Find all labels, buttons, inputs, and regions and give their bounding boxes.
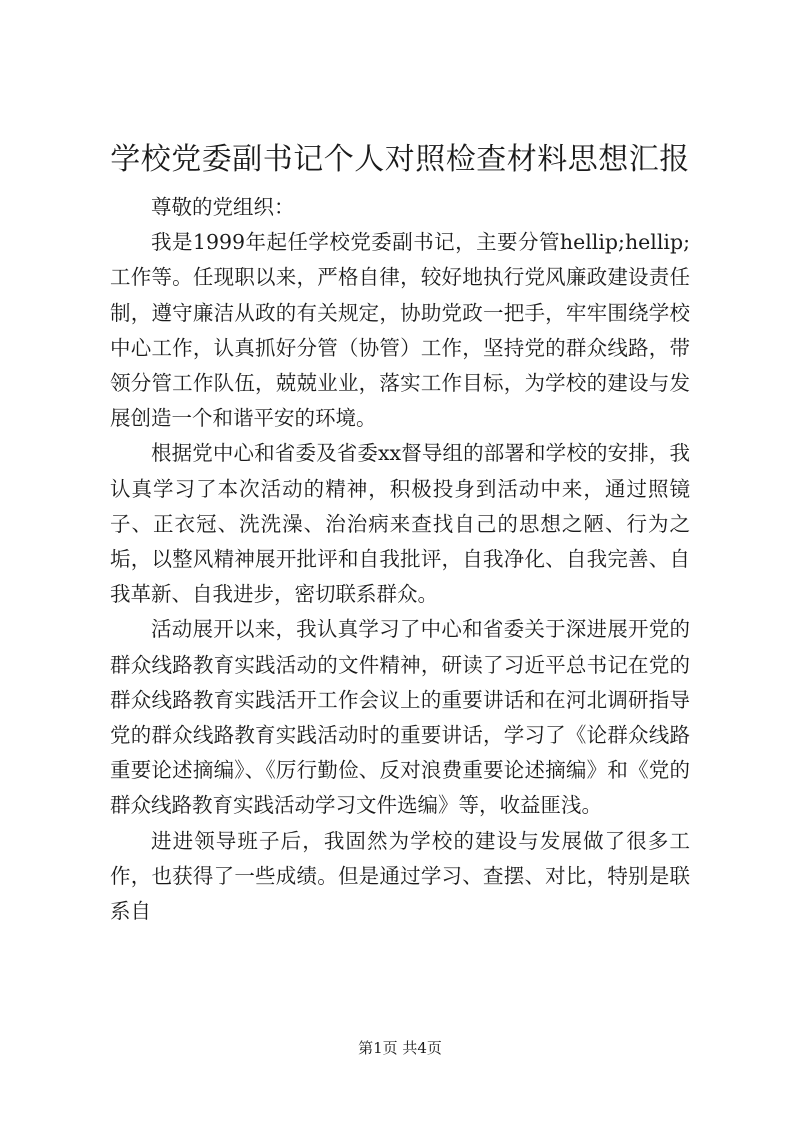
page-footer: 第1页 共4页 xyxy=(358,1039,442,1057)
paragraph-1: 我是1999年起任学校党委副书记，主要分管hellip;hellip;工作等。任现职以来，严格自律，较好地执行党风廉政建设责任制，遵守廉洁从政的有关规定，协助党政一把手，牢牢围绕学校中心工作，认真抓好分管（协管）工作，坚持党的群众线路，带领分管工作队伍，兢兢业业，落实工作目标，为学校的建设与发展创造一个和谐平安的环境。 xyxy=(110,230,690,431)
document-body xyxy=(110,190,690,929)
paragraph-3: 活动展开以来，我认真学习了中心和省委关于深进展开党的群众线路教育实践活动的文件精神，研读了习近平总书记在党的群众线路教育实践活开工作会议上的重要讲话和在河北调研指导党的群众线路教育实践活动时的重要讲话，学习了《论群众线路重要论述摘编》、《厉行勤俭、反对浪费重要论述摘编》和《党的群众线路教育实践活动学习文件选编》等，收益匪浅。 xyxy=(110,617,690,818)
document-title: 学校党委副书记个人对照检查材料思想汇报 xyxy=(110,142,690,177)
salutation: 尊敬的党组织： xyxy=(151,195,295,219)
paragraph-2: 根据党中心和省委及省委xx督导组的部署和学校的安排，我认真学习了本次活动的精神，积极投身到活动中来，通过照镜子、正衣冠、洗洗澡、治治病来查找自己的思想之陋、行为之垢，以整风精神展开批评和自我批评，自我净化、自我完善、自我革新、自我进步，密切联系群众。 xyxy=(110,441,690,607)
paragraph-4: 进进领导班子后，我固然为学校的建设与发展做了很多工作，也获得了一些成绩。但是通过学习、查摆、对比，特别是联系自 xyxy=(110,828,690,924)
